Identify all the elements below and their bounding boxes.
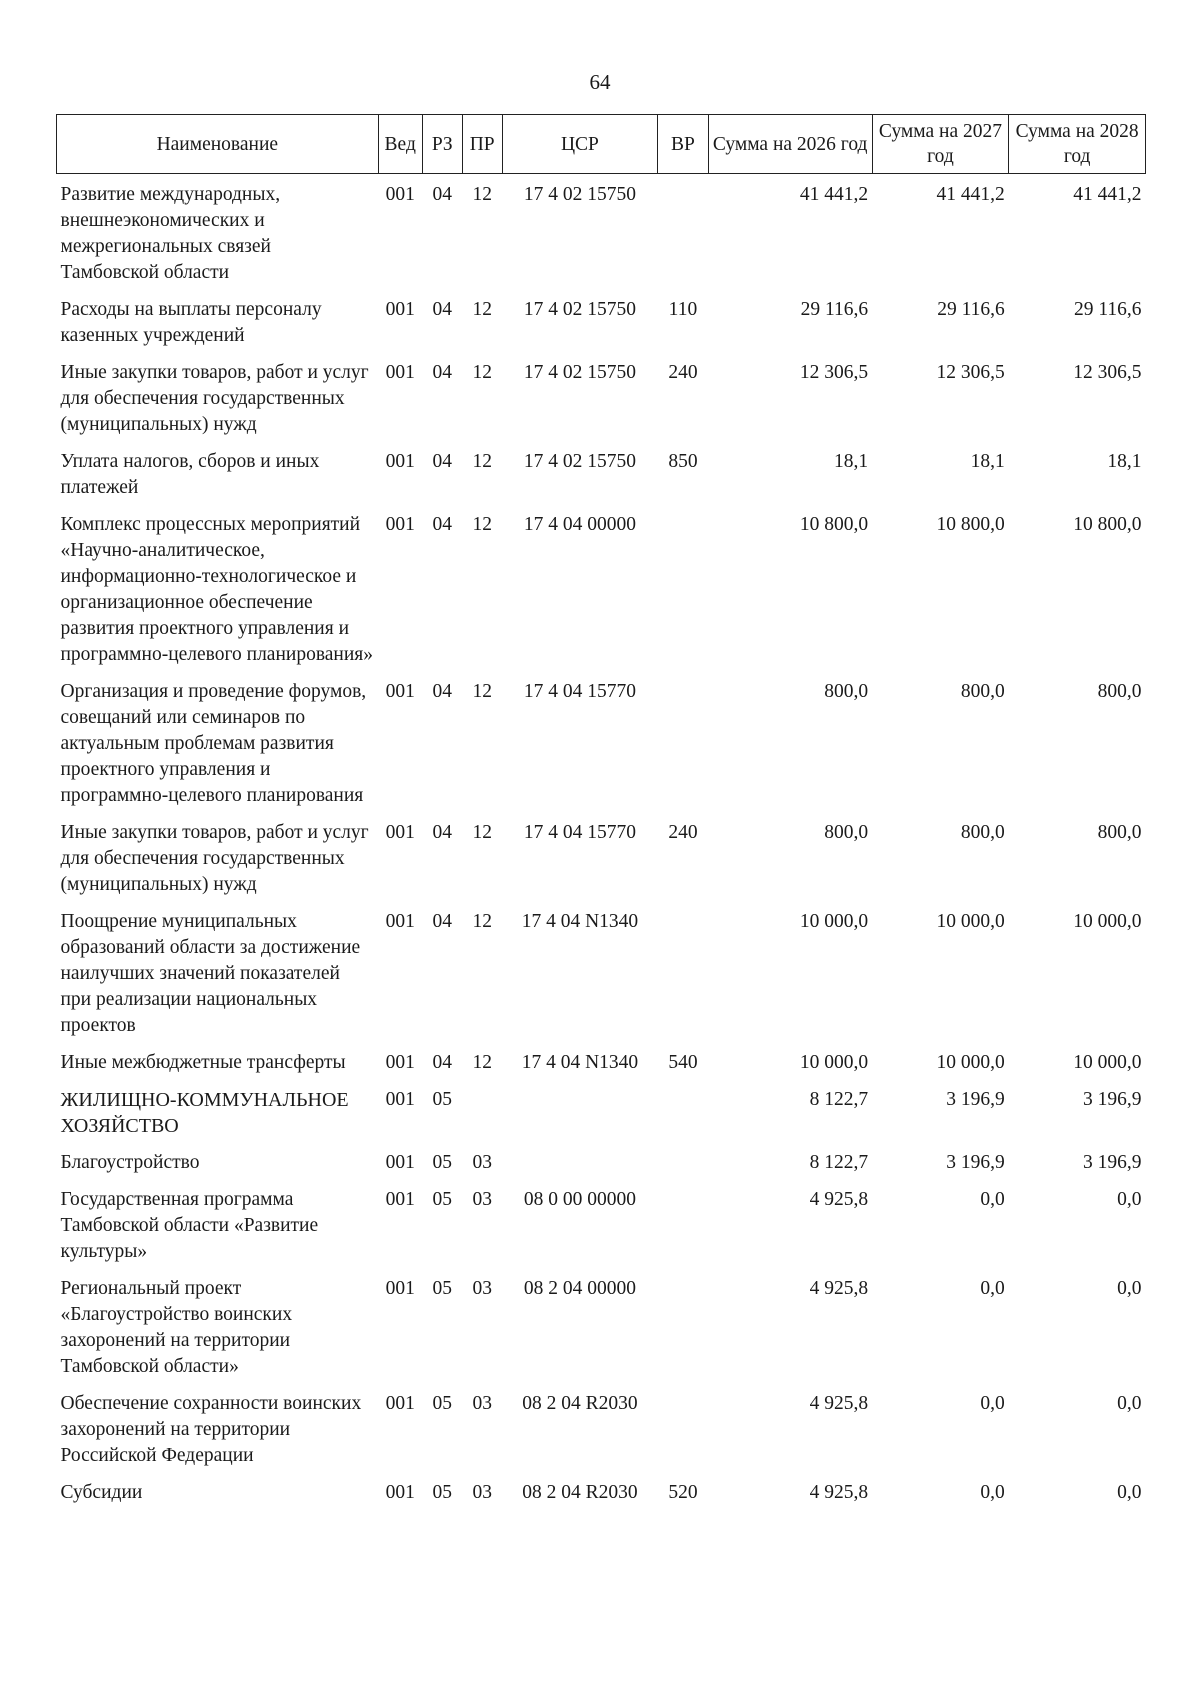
- cell-vr: [658, 901, 708, 1042]
- cell-ved: 001: [385, 1393, 415, 1414]
- header-vr: ВР: [658, 115, 708, 174]
- cell-vr: [658, 1142, 708, 1179]
- cell-name: Поощрение муниципальных образований области за достижение наилучших значений показателей при реализации национальных проектов: [60, 911, 361, 1036]
- cell-y2027: 29 116,6: [937, 299, 1005, 320]
- cell-y2028: 0,0: [1117, 1482, 1142, 1503]
- cell-y2026: 4 925,8: [809, 1482, 869, 1503]
- cell-rz: 04: [432, 362, 452, 383]
- cell-vr: [658, 174, 708, 290]
- cell-y2026: 10 000,0: [799, 1052, 869, 1073]
- table-row: [57, 441, 1146, 504]
- cell-csr: 17 4 04 N1340: [521, 1052, 639, 1073]
- cell-y2028: 10 800,0: [1073, 514, 1142, 535]
- cell-pr: 12: [472, 362, 492, 383]
- cell-ved: 001: [385, 514, 415, 535]
- cell-name: Иные закупки товаров, работ и услуг для обеспечения государственных (муниципальных) нужд: [60, 822, 369, 895]
- cell-y2026: 800,0: [824, 822, 869, 843]
- cell-vr: 540: [668, 1052, 698, 1073]
- cell-y2028: 10 000,0: [1073, 1052, 1142, 1073]
- header-name: Наименование: [57, 115, 379, 174]
- cell-csr: 17 4 02 15750: [523, 362, 636, 383]
- cell-pr: 12: [472, 681, 492, 702]
- cell-pr: 03: [472, 1482, 492, 1503]
- cell-ved: 001: [385, 1052, 415, 1073]
- header-sum-2028: Сумма на 2028 год: [1009, 115, 1146, 174]
- cell-name: Иные межбюджетные трансферты: [60, 1052, 346, 1073]
- cell-ved: 001: [385, 299, 415, 320]
- cell-name: Благоустройство: [60, 1152, 200, 1173]
- cell-rz: 05: [432, 1278, 452, 1299]
- cell-y2026: 12 306,5: [799, 362, 869, 383]
- cell-y2027: 10 000,0: [936, 911, 1005, 932]
- cell-pr: 03: [472, 1152, 492, 1173]
- cell-rz: 04: [432, 822, 452, 843]
- table-row: [57, 1383, 1146, 1472]
- cell-vr: [658, 1179, 708, 1268]
- cell-name: Расходы на выплаты персоналу казенных учреждений: [60, 299, 322, 346]
- cell-ved: 001: [385, 1152, 415, 1173]
- cell-csr: 17 4 04 00000: [523, 514, 636, 535]
- cell-ved: 001: [385, 451, 415, 472]
- cell-y2027: 10 000,0: [936, 1052, 1005, 1073]
- cell-ved: 001: [385, 1278, 415, 1299]
- cell-name: Комплекс процессных мероприятий «Научно-аналитическое, информационно-технологическое и организационное обеспечение развития проектного управления и программно-целевого планирования»: [60, 514, 374, 665]
- cell-rz: 05: [432, 1189, 452, 1210]
- cell-name: Организация и проведение форумов, совещаний или семинаров по актуальным проблемам развития проектного управления и программно-целевого планирования: [60, 681, 367, 806]
- cell-vr: 520: [668, 1482, 698, 1503]
- header-csr: ЦСР: [502, 115, 658, 174]
- cell-y2028: 0,0: [1117, 1189, 1142, 1210]
- cell-name: Уплата налогов, сборов и иных платежей: [60, 451, 320, 498]
- cell-vr: 240: [668, 822, 698, 843]
- cell-rz: 04: [432, 514, 452, 535]
- cell-pr: 03: [472, 1393, 492, 1414]
- cell-y2028: 0,0: [1117, 1278, 1142, 1299]
- table-row: [57, 1179, 1146, 1268]
- cell-rz: 05: [432, 1089, 452, 1110]
- cell-csr: 08 2 04 00000: [523, 1278, 636, 1299]
- cell-pr: 12: [472, 822, 492, 843]
- cell-y2027: 41 441,2: [936, 184, 1005, 205]
- cell-vr: [658, 1383, 708, 1472]
- cell-y2028: 41 441,2: [1073, 184, 1142, 205]
- cell-csr: 08 2 04 R2030: [522, 1393, 638, 1414]
- cell-y2026: 10 000,0: [799, 911, 869, 932]
- cell-csr: 17 4 02 15750: [523, 184, 636, 205]
- table-row: [57, 1472, 1146, 1509]
- cell-y2028: 3 196,9: [1083, 1089, 1142, 1110]
- table-row: [57, 1142, 1146, 1179]
- header-sum-2026: Сумма на 2026 год: [708, 115, 872, 174]
- cell-y2026: 29 116,6: [800, 299, 869, 320]
- cell-ved: 001: [385, 822, 415, 843]
- cell-y2027: 10 800,0: [936, 514, 1005, 535]
- cell-vr: 850: [668, 451, 698, 472]
- cell-y2027: 800,0: [960, 681, 1005, 702]
- table-row: [57, 1042, 1146, 1079]
- table-row: [57, 671, 1146, 812]
- table-row: [57, 504, 1146, 671]
- table-row: [57, 901, 1146, 1042]
- cell-vr: [658, 1268, 708, 1383]
- cell-pr: 03: [472, 1278, 492, 1299]
- cell-csr: 08 0 00 00000: [523, 1189, 636, 1210]
- cell-y2028: 0,0: [1117, 1393, 1142, 1414]
- cell-rz: 04: [432, 299, 452, 320]
- header-rz: РЗ: [422, 115, 462, 174]
- cell-pr: 12: [472, 299, 492, 320]
- cell-y2027: 18,1: [970, 451, 1005, 472]
- cell-y2028: 18,1: [1107, 451, 1142, 472]
- cell-vr: [658, 1079, 708, 1142]
- cell-y2028: 10 000,0: [1073, 911, 1142, 932]
- cell-pr: 12: [472, 184, 492, 205]
- cell-csr: 08 2 04 R2030: [522, 1482, 638, 1503]
- cell-csr: 17 4 04 15770: [523, 681, 636, 702]
- cell-name: Региональный проект «Благоустройство воинских захоронений на территории Тамбовской области»: [60, 1278, 293, 1377]
- cell-y2027: 3 196,9: [946, 1152, 1005, 1173]
- table-row: [57, 812, 1146, 901]
- cell-vr: 110: [668, 299, 698, 320]
- cell-y2026: 41 441,2: [799, 184, 869, 205]
- cell-rz: 04: [432, 911, 452, 932]
- cell-y2026: 8 122,7: [809, 1089, 869, 1110]
- cell-csr: 17 4 02 15750: [523, 451, 636, 472]
- budget-table: [56, 114, 1146, 1509]
- cell-y2028: 12 306,5: [1073, 362, 1142, 383]
- cell-y2027: 0,0: [980, 1393, 1005, 1414]
- cell-pr: 03: [472, 1189, 492, 1210]
- cell-ved: 001: [385, 184, 415, 205]
- cell-y2027: 12 306,5: [936, 362, 1005, 383]
- cell-y2026: 4 925,8: [809, 1189, 869, 1210]
- cell-rz: 04: [432, 184, 452, 205]
- cell-y2026: 4 925,8: [809, 1278, 869, 1299]
- cell-pr: 12: [472, 1052, 492, 1073]
- cell-vr: [658, 504, 708, 671]
- cell-y2026: 800,0: [824, 681, 869, 702]
- cell-name: Развитие международных, внешнеэкономических и межрегиональных связей Тамбовской области: [60, 184, 281, 283]
- cell-name: ЖИЛИЩНО-КОММУНАЛЬНОЕ ХОЗЯЙСТВО: [60, 1089, 349, 1137]
- cell-rz: 05: [432, 1393, 452, 1414]
- cell-vr: [658, 671, 708, 812]
- cell-name: Субсидии: [60, 1482, 143, 1503]
- table-row: [57, 1079, 1146, 1142]
- header-ved: Вед: [378, 115, 422, 174]
- cell-csr: 17 4 04 15770: [523, 822, 636, 843]
- cell-ved: 001: [385, 362, 415, 383]
- cell-rz: 04: [432, 681, 452, 702]
- page-number: 64: [589, 70, 611, 94]
- cell-ved: 001: [385, 1482, 415, 1503]
- cell-pr: 12: [472, 911, 492, 932]
- cell-y2026: 10 800,0: [799, 514, 869, 535]
- cell-ved: 001: [385, 911, 415, 932]
- cell-rz: 05: [432, 1482, 452, 1503]
- cell-y2027: 0,0: [980, 1278, 1005, 1299]
- cell-csr: 17 4 04 N1340: [521, 911, 639, 932]
- table-row: [57, 352, 1146, 441]
- cell-csr: 17 4 02 15750: [523, 299, 636, 320]
- cell-csr: [502, 1142, 658, 1179]
- cell-y2028: 800,0: [1097, 681, 1142, 702]
- header-sum-2027: Сумма на 2027 год: [872, 115, 1009, 174]
- table-row: [57, 289, 1146, 352]
- cell-rz: 04: [432, 1052, 452, 1073]
- cell-y2028: 800,0: [1097, 822, 1142, 843]
- cell-y2026: 4 925,8: [809, 1393, 869, 1414]
- cell-y2027: 3 196,9: [946, 1089, 1005, 1110]
- cell-vr: 240: [668, 362, 698, 383]
- header-pr: ПР: [462, 115, 502, 174]
- cell-y2027: 0,0: [980, 1189, 1005, 1210]
- cell-y2028: 3 196,9: [1083, 1152, 1142, 1173]
- cell-y2026: 18,1: [834, 451, 869, 472]
- cell-pr: 12: [472, 514, 492, 535]
- table-header-row: [57, 115, 1146, 174]
- cell-name: Обеспечение сохранности воинских захоронений на территории Российской Федерации: [60, 1393, 362, 1466]
- cell-pr: 12: [472, 451, 492, 472]
- table-row: [57, 174, 1146, 290]
- cell-csr: [502, 1079, 658, 1142]
- cell-y2028: 29 116,6: [1073, 299, 1142, 320]
- cell-y2027: 800,0: [960, 822, 1005, 843]
- cell-pr: [462, 1079, 502, 1142]
- cell-name: Государственная программа Тамбовской области «Развитие культуры»: [60, 1189, 319, 1262]
- cell-ved: 001: [385, 681, 415, 702]
- cell-rz: 05: [432, 1152, 452, 1173]
- cell-ved: 001: [385, 1089, 415, 1110]
- cell-y2027: 0,0: [980, 1482, 1005, 1503]
- cell-y2026: 8 122,7: [809, 1152, 869, 1173]
- cell-name: Иные закупки товаров, работ и услуг для обеспечения государственных (муниципальных) нужд: [60, 362, 369, 435]
- table-row: [57, 1268, 1146, 1383]
- cell-ved: 001: [385, 1189, 415, 1210]
- cell-rz: 04: [432, 451, 452, 472]
